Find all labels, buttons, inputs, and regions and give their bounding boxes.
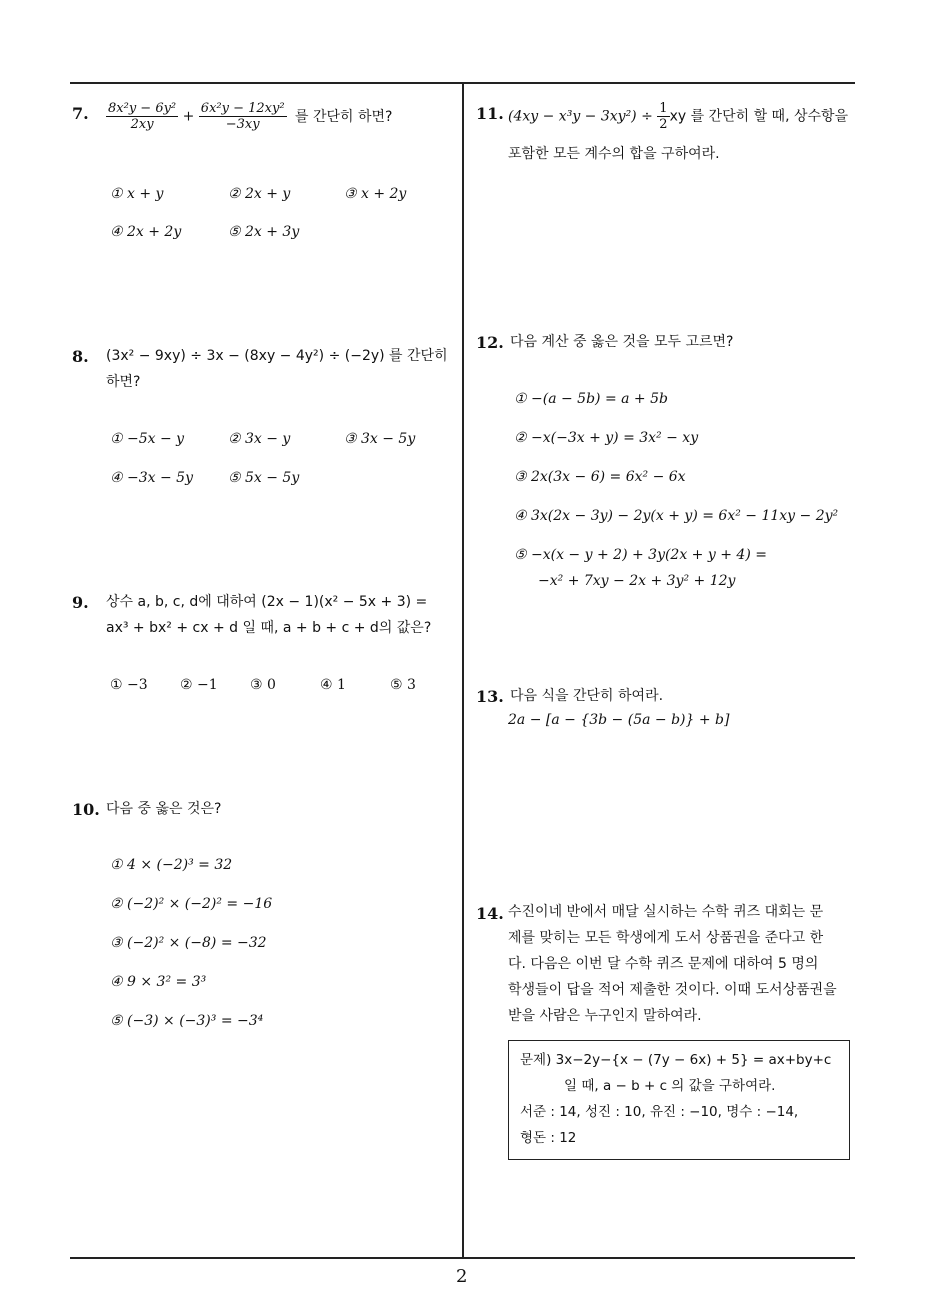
question-14-box-line-2: 일 때, a − b + c 의 값을 구하여라. [564, 1078, 776, 1094]
question-14-line-2: 제를 맞히는 모든 학생에게 도서 상품권을 준다고 한 [508, 930, 824, 946]
question-7-option-3: ③ x + 2y [344, 186, 407, 202]
question-10-text: 다음 중 옳은 것은? [106, 801, 222, 817]
question-8-line-1: (3x² − 9xy) ÷ 3x − (8xy − 4y²) ÷ (−2y) 를 간단히 [106, 348, 448, 364]
question-8-option-2: ② 3x − y [228, 431, 291, 447]
question-7-option-1: ① x + y [110, 186, 164, 202]
column-divider [462, 82, 464, 1258]
question-14-line-3: 다. 다음은 이번 달 수학 퀴즈 문제에 대하여 5 명의 [508, 956, 819, 972]
question-9-line-1: 상수 a, b, c, d에 대하여 (2x − 1)(x² − 5x + 3) = [106, 594, 428, 610]
question-10-option-5: ⑤ (−3) × (−3)³ = −3⁴ [110, 1013, 264, 1029]
question-7-option-5: ⑤ 2x + 3y [228, 224, 300, 240]
question-10-option-1: ① 4 × (−2)³ = 32 [110, 857, 233, 873]
question-12-option-2: ② −x(−3x + y) = 3x² − xy [514, 430, 699, 446]
question-11-line-2: 포함한 모든 계수의 합을 구하여라. [508, 146, 720, 162]
question-12-option-1: ① −(a − 5b) = a + 5b [514, 391, 668, 407]
page-number: 2 [456, 1266, 468, 1287]
question-10-option-2: ② (−2)² × (−2)² = −16 [110, 896, 273, 912]
question-8-number: 8. [72, 347, 89, 366]
question-9-number: 9. [72, 593, 89, 612]
question-11-number: 11. [476, 104, 504, 123]
question-7-option-2: ② 2x + y [228, 186, 291, 202]
question-8-option-5: ⑤ 5x − 5y [228, 470, 300, 486]
question-7-fraction-1: $\frac{\text{8x²y − 6y²}}{2xy}$ [108, 101, 177, 132]
question-10-option-4: ④ 9 × 3² = 3³ [110, 974, 207, 990]
question-14-line-5: 받을 사람은 누구인지 말하여라. [508, 1008, 702, 1024]
question-12-option-5-continued: −x² + 7xy − 2x + 3y² + 12y [538, 573, 736, 589]
question-12-text: 다음 계산 중 옳은 것을 모두 고르면? [510, 334, 734, 350]
question-8-line-2: 하면? [106, 374, 141, 390]
question-8-option-4: ④ −3x − 5y [110, 470, 193, 486]
question-9-option-4: ④ 1 [320, 677, 346, 693]
question-9-option-1: ① −3 [110, 677, 148, 693]
question-11-fraction: $\frac{1}{2}$ [659, 101, 668, 132]
question-14-box-line-4: 형돈 : 12 [520, 1130, 577, 1146]
question-7-number: 7. [72, 104, 89, 123]
question-14-box-line-3: 서준 : 14, 성진 : 10, 유진 : −10, 명수 : −14, [520, 1104, 799, 1120]
question-12-number: 12. [476, 333, 504, 352]
question-9-option-3: ③ 0 [250, 677, 276, 693]
question-13-expression: 2a − [a − {3b − (5a − b)} + b] [508, 712, 730, 728]
question-9-option-2: ② −1 [180, 677, 218, 693]
question-14-line-1: 수진이네 반에서 매달 실시하는 수학 퀴즈 대회는 문 [508, 904, 824, 920]
question-14-box-line-1: 문제) 3x−2y−{x − (7y − 6x) + 5} = ax+by+c [520, 1052, 832, 1068]
question-9-line-2: ax³ + bx² + cx + d 일 때, a + b + c + d의 값은? [106, 620, 432, 636]
question-8-option-1: ① −5x − y [110, 431, 185, 447]
question-7-option-4: ④ 2x + 2y [110, 224, 182, 240]
question-12-option-4: ④ 3x(2x − 3y) − 2y(x + y) = 6x² − 11xy − 2y² [514, 508, 839, 524]
question-13-text: 다음 식을 간단히 하여라. [510, 688, 664, 704]
question-12-option-5: ⑤ −x(x − y + 2) + 3y(2x + y + 4) = [514, 547, 767, 563]
question-12-option-3: ③ 2x(3x − 6) = 6x² − 6x [514, 469, 686, 485]
question-14-number: 14. [476, 904, 504, 923]
question-13-number: 13. [476, 687, 504, 706]
question-14-line-4: 학생들이 답을 적어 제출한 것이다. 이때 도서상품권을 [508, 982, 837, 998]
question-7-text: 를 간단히 하면? [295, 108, 393, 125]
question-7-fraction-2: $\frac{\text{6x²y − 12xy²}}{-3xy}$ [200, 101, 285, 132]
question-9-option-5: ⑤ 3 [390, 677, 416, 693]
question-7-expression: $\frac{\text{8x²y − 6y²}}{2xy}$ + $\frac{\text{6x²y − 12xy²}}{-3xy}$ 를 간단히 하면? [108, 101, 393, 132]
question-8-option-3: ③ 3x − 5y [344, 431, 416, 447]
question-11-line-1: (4xy − x³y − 3xy²) ÷ $\frac{1}{2}$ xy 를 간단히 할 때, 상수항을 [508, 101, 849, 132]
question-10-number: 10. [72, 800, 100, 819]
question-10-option-3: ③ (−2)² × (−8) = −32 [110, 935, 267, 951]
